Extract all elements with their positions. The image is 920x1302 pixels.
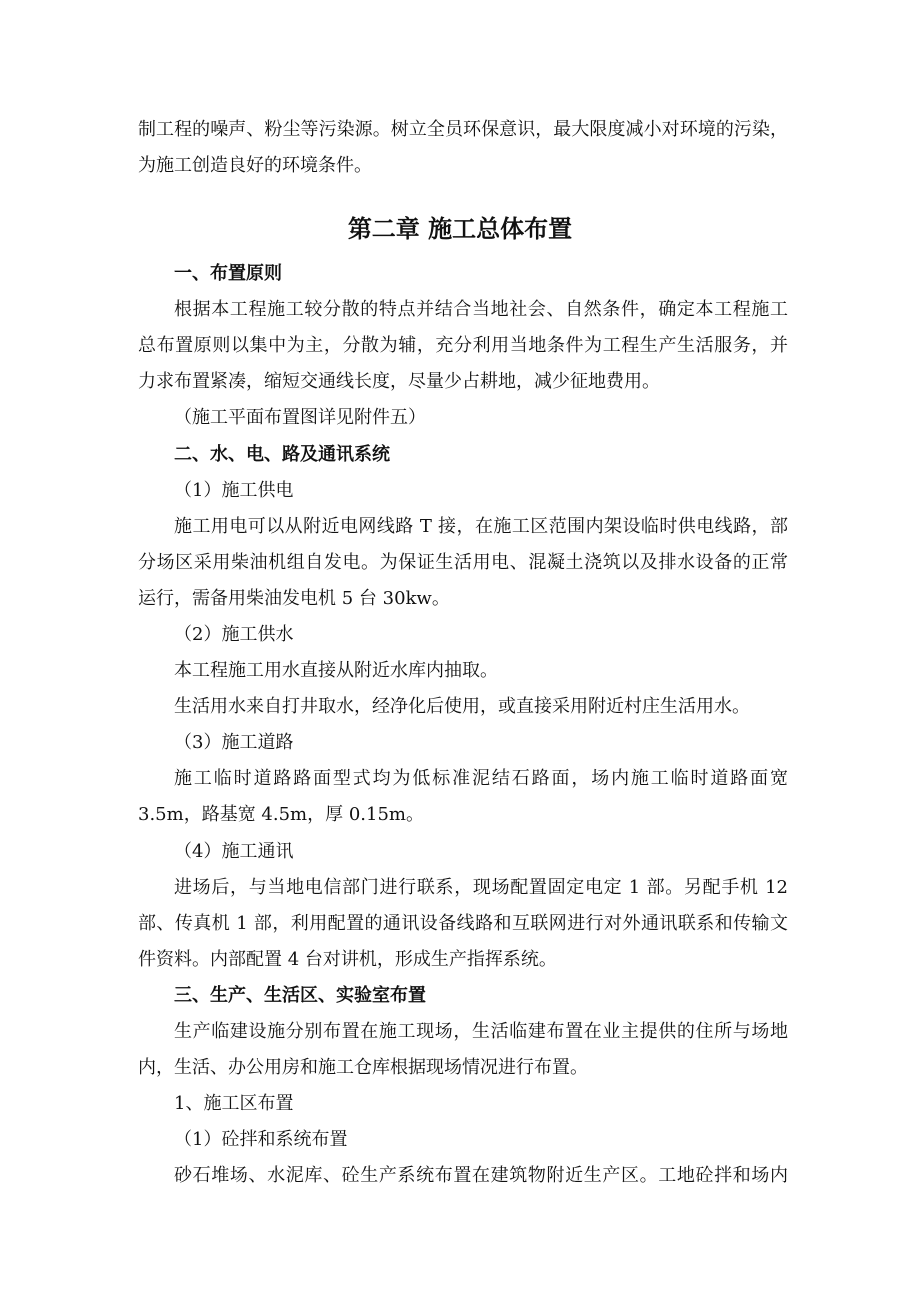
- subheading-road: （3）施工道路: [174, 732, 294, 753]
- paragraph-line: 本工程施工用水直接从附近水库内抽取。: [174, 660, 498, 681]
- subheading-comm: （4）施工通讯: [174, 841, 294, 862]
- paragraph-line: 力求布置紧凑，缩短交通线长度，尽量少占耕地，减少征地费用。: [138, 371, 660, 392]
- paragraph-line: 根据本工程施工较分散的特点并结合当地社会、自然条件，确定本工程施工: [174, 299, 788, 320]
- paragraph-line: 部、传真机 1 部，利用配置的通讯设备线路和互联网进行对外通讯联系和传输文: [138, 913, 788, 934]
- paragraph-line: 分场区采用柴油机组自发电。为保证生活用电、混凝土浇筑以及排水设备的正常: [138, 552, 788, 573]
- paragraph-line: 总布置原则以集中为主，分散为辅，充分利用当地条件为工程生产生活服务，并: [138, 335, 788, 356]
- paragraph-line: 进场后，与当地电信部门进行联系，现场配置固定电定 1 部。另配手机 12: [174, 877, 788, 898]
- paragraph-line: 施工用电可以从附近电网线路 T 接，在施工区范围内架设临时供电线路，部: [174, 516, 788, 537]
- paragraph-line: 运行，需备用柴油发电机 5 台 30kw。: [138, 588, 450, 609]
- section-heading-3: 三、生产、生活区、实验室布置: [174, 985, 426, 1006]
- subheading-power: （1）施工供电: [174, 480, 294, 501]
- paragraph-line: 制工程的噪声、粉尘等污染源。树立全员环保意识，最大限度减小对环境的污染，: [138, 119, 788, 140]
- paragraph-line: 件资料。内部配置 4 台对讲机，形成生产指挥系统。: [138, 949, 557, 970]
- subheading-site-area: 1、施工区布置: [174, 1093, 294, 1114]
- paragraph-line: 生活用水来自打井取水，经净化后使用，或直接采用附近村庄生活用水。: [174, 696, 750, 717]
- paragraph-line: 为施工创造良好的环境条件。: [138, 155, 372, 176]
- paragraph-line: 内，生活、办公用房和施工仓库根据现场情况进行布置。: [138, 1057, 588, 1078]
- paragraph-line: 3.5m，路基宽 4.5m，厚 0.15m。: [138, 804, 424, 825]
- chapter-title: 第二章 施工总体布置: [347, 214, 573, 243]
- subheading-water: （2）施工供水: [174, 624, 294, 645]
- section-heading-2: 二、水、电、路及通讯系统: [174, 444, 390, 465]
- paragraph-line: 生产临建设施分别布置在施工现场，生活临建布置在业主提供的住所与场地: [174, 1021, 788, 1042]
- paragraph-line: 施工临时道路路面型式均为低标准泥结石路面，场内施工临时道路面宽: [174, 768, 788, 789]
- subheading-concrete-system: （1）砼拌和系统布置: [174, 1129, 348, 1150]
- note-line: （施工平面布置图详见附件五）: [174, 407, 426, 428]
- paragraph-line: 砂石堆场、水泥库、砼生产系统布置在建筑物附近生产区。工地砼拌和场内: [174, 1165, 788, 1186]
- section-heading-1: 一、布置原则: [174, 263, 282, 284]
